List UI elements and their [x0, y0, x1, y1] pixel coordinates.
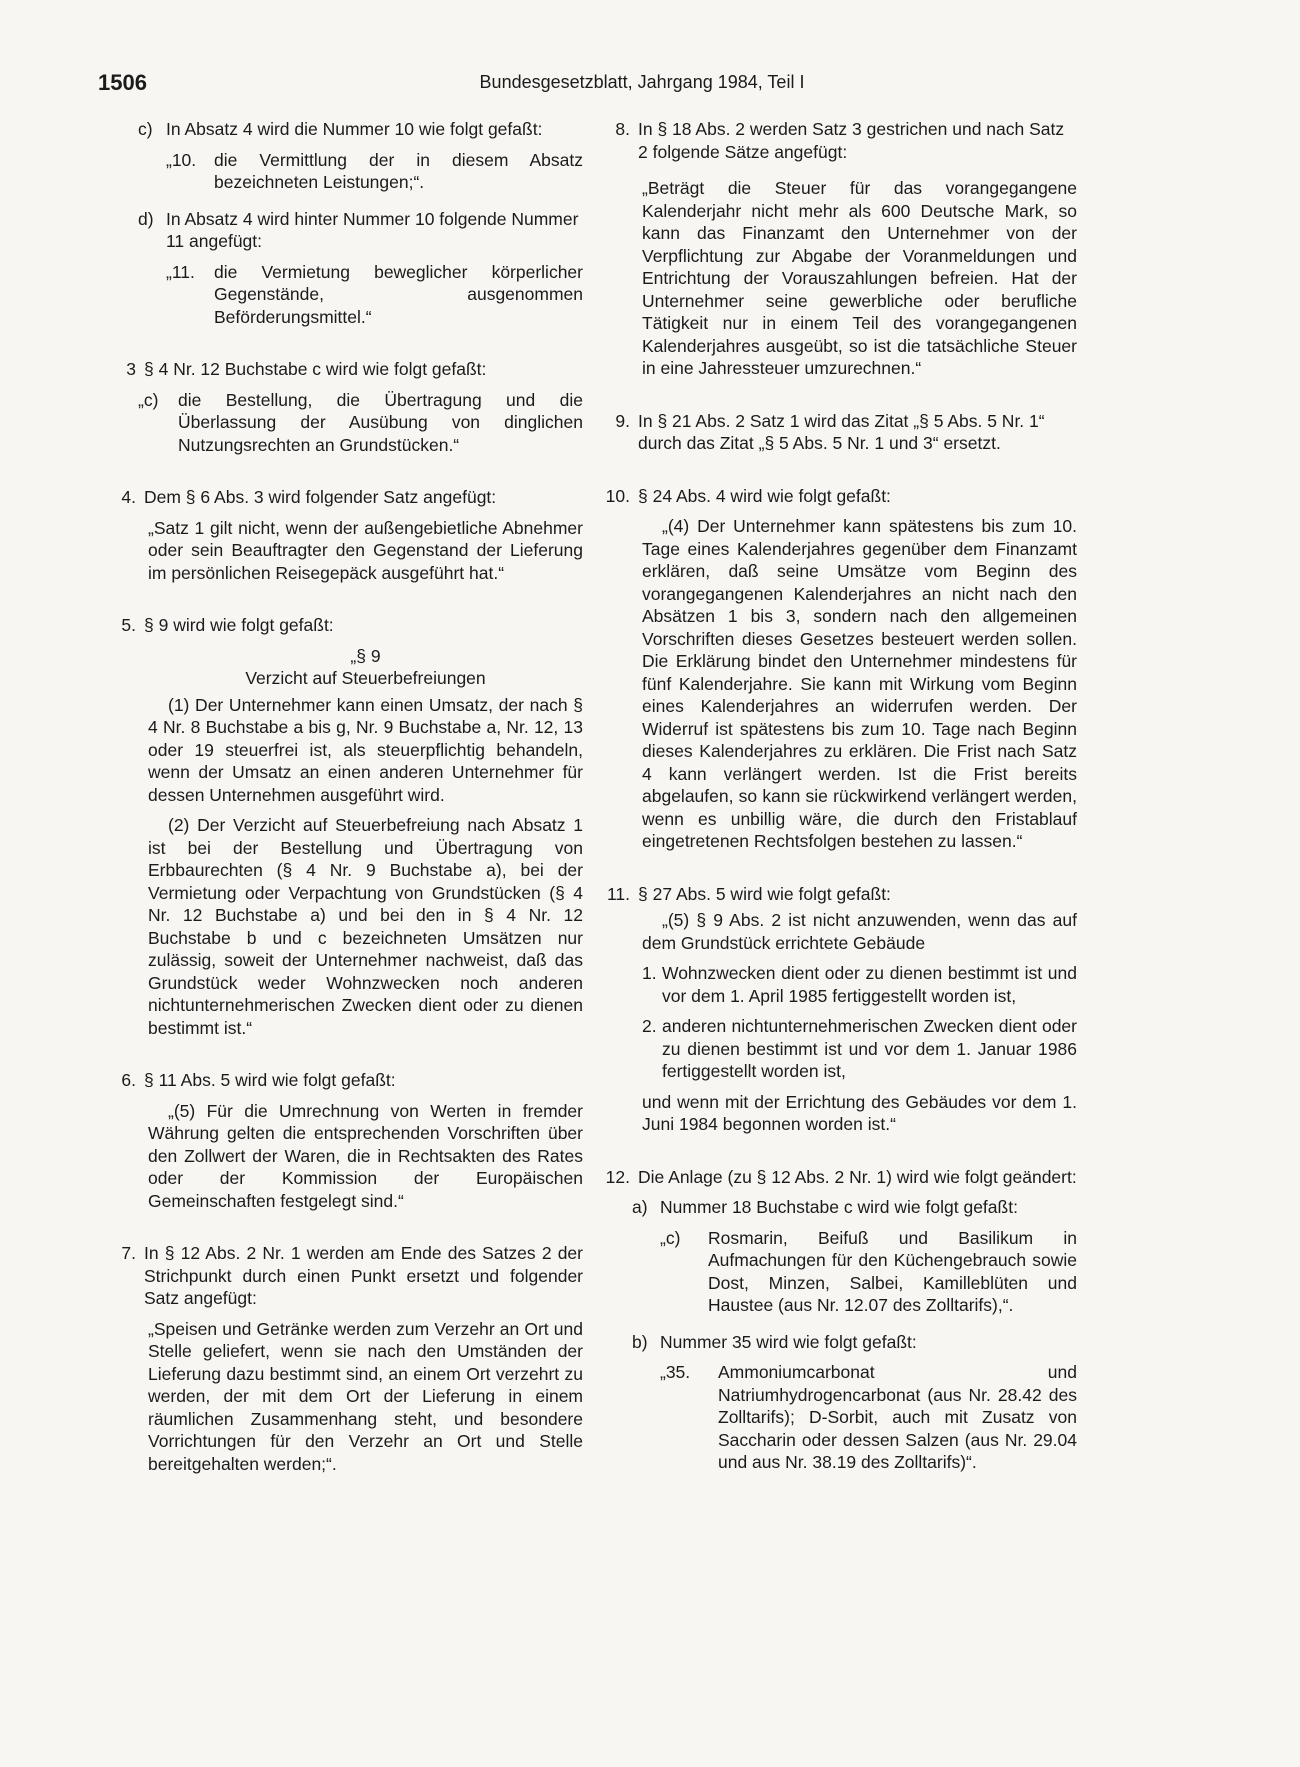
item-12a-quote [612, 1227, 1077, 1317]
item-c-quote-text: die Vermittlung der in diesem Absatz bezeichneten Leistungen;“. [214, 149, 583, 192]
item-12b [612, 1331, 1077, 1354]
item-d-quote-label: „11. [166, 261, 195, 282]
item-12b-quote-label: „35. [660, 1362, 691, 1382]
item-3-quote-label: „c) [138, 389, 159, 410]
item-10-number: 10. [605, 485, 630, 506]
item-11 [606, 883, 1077, 906]
item-11-number: 11. [606, 883, 630, 904]
item-5-text: § 9 wird wie folgt gefaßt: [144, 615, 334, 635]
item-7-number: 7. [121, 1243, 136, 1263]
item-d-intro: In Absatz 4 wird hinter Nummer 10 folgende Nummer 11 angefügt: [166, 208, 579, 251]
item-11-quote: „(5) § 9 Abs. 2 ist nicht anzuwenden, wenn das auf dem Grundstück errichtete Gebäude [642, 910, 1077, 953]
item-12a-text: Nummer 18 Buchstabe c wird wie folgt gefaßt: [660, 1197, 1018, 1217]
paragraph-title: „§ 9 [350, 645, 381, 666]
item-8-text: In § 18 Abs. 2 werden Satz 3 gestrichen und nach Satz 2 folgende Sätze angefügt: [638, 119, 1065, 162]
item-3-quote-text: die Bestellung, die Übertragung und die Überlassung der Ausübung von dinglichen Nutzungsrechten an Grundstücken.“ [178, 389, 583, 455]
item-6 [118, 1069, 583, 1092]
item-9-number: 9. [615, 410, 630, 431]
item-12b-text: Nummer 35 wird wie folgt gefaßt: [660, 1331, 917, 1352]
item-6-text: § 11 Abs. 5 wird wie folgt gefaßt: [144, 1070, 396, 1090]
item-7 [118, 1242, 583, 1310]
item-8 [612, 118, 1077, 163]
right-column [605, 118, 1077, 1474]
item-7-quote: „Speisen und Getränke werden zum Verzehr an Ort und Stelle geliefert, wenn sie nach den Umständen der Lieferung dazu bestimmt sind, an einem Ort verzehrt zu werden, der mit dem Ort der Lieferung in einem räumlichen Zusammenhang steht, und besondere Vorrichtungen für den Verzehr an Ort und Stelle bereitgehalten werden;“. [148, 1318, 583, 1474]
item-12a [612, 1196, 1077, 1219]
item-6-number: 6. [121, 1070, 136, 1090]
paragraph-section-1: (1) Der Unternehmer kann einen Umsatz, der nach § 4 Nr. 8 Buchstabe a bis g, Nr. 9 Buchstabe a, Nr. 12, 13 oder 19 steuerfrei ist, als steuerpflichtig behandeln, wenn der Umsatz an einen anderen Unternehmer für dessen Unternehmen ausgeführt wird. [148, 694, 583, 805]
running-head: Bundesgesetzblatt, Jahrgang 1984, Teil I [479, 72, 805, 92]
item-11-list-1-text: Wohnzwecken dient oder zu dienen bestimmt ist und vor dem 1. April 1985 fertiggestellt worden ist, [662, 963, 1077, 1006]
item-d-quote [118, 261, 583, 329]
item-12b-quote [612, 1361, 1077, 1474]
item-c-label: c) [138, 119, 153, 139]
item-10-quote: „(4) Der Unternehmer kann spätestens bis zum 10. Tage eines Kalenderjahres gegenüber dem Finanzamt erklären, daß seine Umsätze vom Beginn des vorangegangenen Kalenderjahres an nicht nach den Absätzen 1 bis 3, sondern nach den allgemeinen Vorschriften dieses Gesetzes besteuert werden sollen. Die Erklärung bindet den Unternehmer mindestens für fünf Kalenderjahre. Sie kann mit Wirkung vom Beginn eines Kalenderjahres an widerrufen werden. Der Widerruf ist spätestens bis zum 10. Tage nach Beginn dieses Kalenderjahres zu erklären. Die Frist nach Satz 4 kann verlängert werden. Ist die Frist bereits abgelaufen, so kann sie rückwirkend verlängert werden, wenn es unbillig wäre, die durch den Fristablauf eingetretenen Rechtsfolgen bestehen zu lassen.“ [642, 516, 1077, 851]
item-6-quote: „(5) Für die Umrechnung von Werten in fremder Währung gelten die entsprechenden Vorschriften über den Zollwert der Waren, die in Rechtsakten des Rates oder der Kommission der Europäischen Gemeinschaften festgelegt sind.“ [148, 1100, 583, 1211]
item-3-text: § 4 Nr. 12 Buchstabe c wird wie folgt gefaßt: [144, 359, 487, 379]
item-9-text: In § 21 Abs. 2 Satz 1 wird das Zitat „§ 5 Abs. 5 Nr. 1“ durch das Zitat „§ 5 Abs. 5 Nr. 1 und 3“ ersetzt. [638, 410, 1045, 453]
item-3 [118, 358, 583, 381]
item-12a-label: a) [632, 1197, 648, 1217]
item-4-quote: „Satz 1 gilt nicht, wenn der außengebietliche Abnehmer oder sein Beauftragter den Gegenstand der Lieferung im persönlichen Reisegepäck ausgeführt hat.“ [148, 517, 583, 583]
item-9 [612, 410, 1077, 455]
item-11-list-1 [612, 962, 1077, 1007]
item-c-quote-label: „10. [166, 149, 197, 170]
item-11-list-2-label: 2. [642, 1016, 657, 1036]
item-c-quote [118, 149, 583, 194]
item-d [118, 208, 583, 253]
page-number: 1506 [98, 70, 147, 95]
item-5 [118, 614, 583, 637]
paragraph-section-2: (2) Der Verzicht auf Steuerbefreiung nach Absatz 1 ist bei der Bestellung und Übertragung von Erbbaurechten (§ 4 Nr. 9 Buchstabe a), bei der Vermietung oder Verpachtung von Grundstücken (§ 4 Nr. 12 Buchstabe a) und bei den in § 4 Nr. 12 Buchstabe b und c bezeichneten Umsätzen nur zulässig, soweit der Unternehmer nachweist, daß das Grundstück weder Wohnzwecken noch anderen nichtunternehmerischen Zwecken dient oder zu dienen bestimmt ist.“ [148, 815, 583, 1038]
item-12-number: 12. [605, 1166, 630, 1187]
item-10 [605, 485, 1077, 508]
item-11-tail: und wenn mit der Errichtung des Gebäudes vor dem 1. Juni 1984 begonnen worden ist.“ [642, 1091, 1077, 1134]
item-3-quote [118, 389, 583, 457]
item-d-quote-text: die Vermietung beweglicher körperlicher Gegenstände, ausgenommen Beförderungsmittel.“ [214, 261, 583, 327]
item-11-list-1-label: 1. [642, 963, 657, 983]
item-4-text: Dem § 6 Abs. 3 wird folgender Satz angefügt: [144, 487, 497, 507]
item-7-text: In § 12 Abs. 2 Nr. 1 werden am Ende des Satzes 2 der Strichpunkt durch einen Punkt ersetzt und folgender Satz angefügt: [144, 1243, 583, 1308]
item-11-text: § 27 Abs. 5 wird wie folgt gefaßt: [638, 883, 891, 904]
item-4 [118, 486, 583, 509]
page-header [98, 70, 1186, 100]
item-d-label: d) [138, 208, 154, 229]
item-c [118, 118, 583, 141]
item-11-list-2 [612, 1015, 1077, 1083]
item-8-number: 8. [615, 119, 630, 139]
item-12a-quote-label: „c) [660, 1227, 681, 1248]
left-column [118, 118, 583, 1475]
item-12-text: Die Anlage (zu § 12 Abs. 2 Nr. 1) wird wie folgt geändert: [638, 1166, 1077, 1187]
item-12b-quote-text: Ammoniumcarbonat und Natriumhydrogencarbonat (aus Nr. 28.42 des Zolltarifs); D-Sorbit, auch mit Zusatz von Saccharin oder dessen Salzen (aus Nr. 29.04 und aus Nr. 38.19 des Zolltarifs)“. [718, 1362, 1077, 1472]
item-10-text: § 24 Abs. 4 wird wie folgt gefaßt: [638, 485, 891, 506]
item-12a-quote-text: Rosmarin, Beifuß und Basilikum in Aufmachungen für den Küchengebrauch sowie Dost, Minzen, Salbei, Kamilleblüten und Haustee (aus Nr. 12.07 des Zolltarifs),“. [708, 1227, 1077, 1315]
item-8-quote: „Beträgt die Steuer für das vorangegangene Kalenderjahr nicht mehr als 600 Deutsche Mark, so kann das Finanzamt den Unternehmer von der Verpflichtung zur Abgabe der Voranmeldungen und Entrichtung der Vorauszahlungen befreien. Hat der Unternehmer seine gewerbliche oder berufliche Tätigkeit nur in einem Teil des vorangegangenen Kalenderjahres ausgeübt, so ist die tatsächliche Steuer in eine Jahressteuer umzurechnen.“ [642, 178, 1077, 378]
paragraph-heading: Verzicht auf Steuerbefreiungen [245, 668, 486, 688]
item-12 [605, 1166, 1077, 1189]
item-3-number: 3 [126, 359, 136, 379]
item-5-number: 5. [121, 615, 136, 635]
item-4-number: 4. [121, 487, 136, 507]
item-11-list-2-text: anderen nichtunternehmerischen Zwecken dient oder zu dienen bestimmt ist und vor dem 1. Januar 1986 fertiggestellt worden ist, [662, 1016, 1077, 1081]
item-12b-label: b) [632, 1331, 648, 1352]
item-c-intro: In Absatz 4 wird die Nummer 10 wie folgt gefaßt: [166, 119, 543, 139]
